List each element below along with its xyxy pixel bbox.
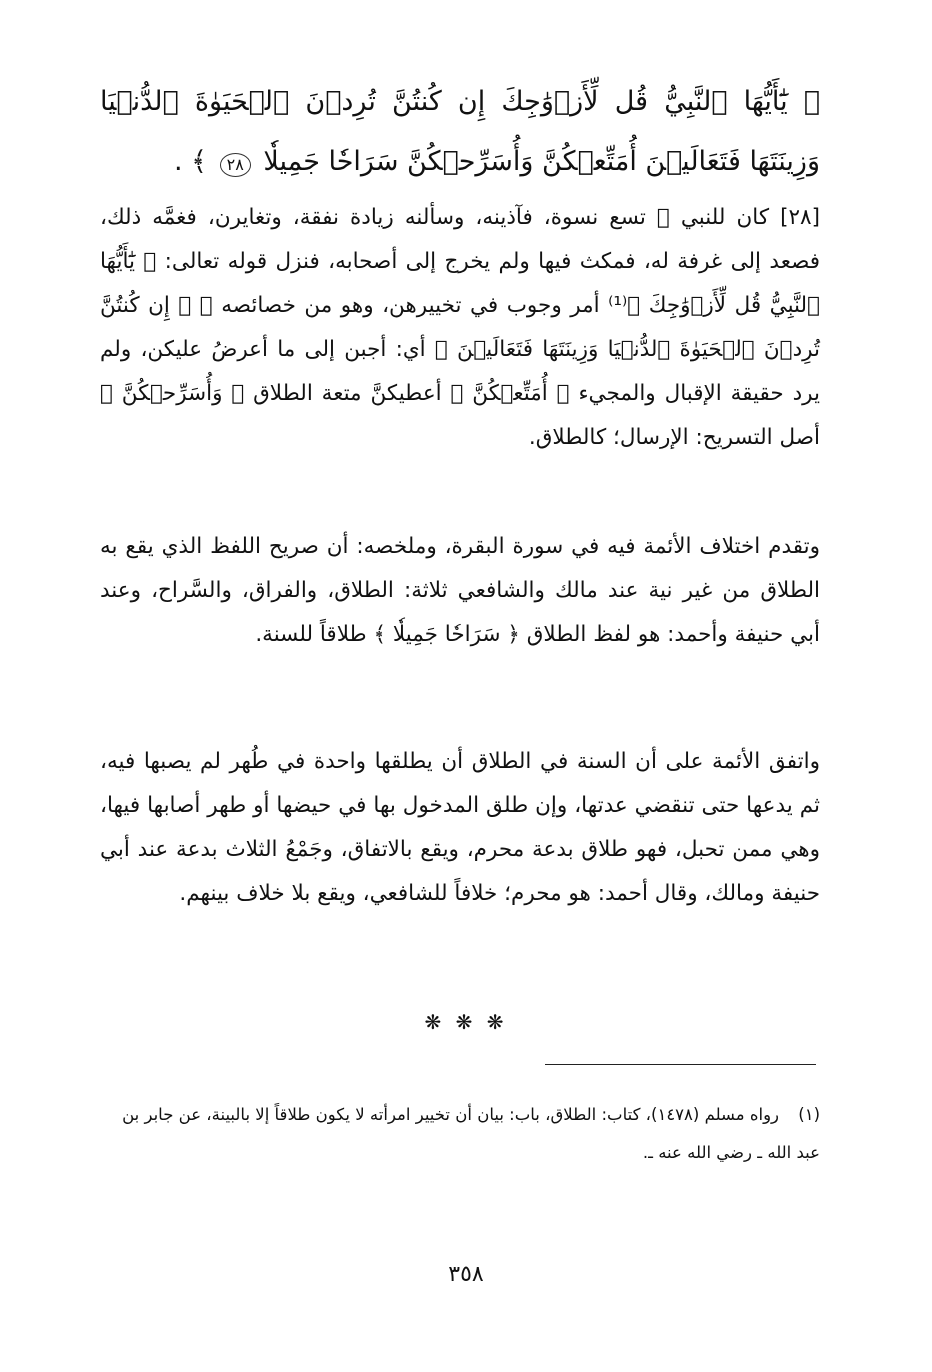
quran-verse [100, 72, 820, 192]
verse-number-badge: ٢٨ [220, 153, 251, 177]
paragraph-imams-difference: وتقدم اختلاف الأئمة فيه في سورة البقرة، وملخصه: أن صريح اللفظ الذي يقع به الطلاق من غير نية عند مالك والشافعي ثلاثة: الطلاق، والفراق، والسَّراح، وعند أبي حنيفة وأحمد: هو لفظ الطلاق ﴿ سَرَاحٗا جَمِيلٗا ﴾ طلاقاً للسنة. [100, 534, 820, 647]
paragraph-imams-agreement: واتفق الأئمة على أن السنة في الطلاق أن يطلقها واحدة في طُهر لم يصبها فيه، ثم يدعها حتى تنقضي عدتها، وإن طلق المدخول بها في حيضها أو طهر أصابها فيها، وهي ممن تحبل، فهو طلاق بدعة محرم، ويقع بالاتفاق، وجَمْعُ الثلاث بدعة عند أبي حنيفة ومالك، وقال أحمد: هو محرم؛ خلافاً للشافعي، ويقع بلا خلاف بينهم. [100, 749, 820, 906]
verse-close: ﴾ . [174, 146, 207, 177]
paragraph-commentary: [٢٨] كان للنبي ﷺ تسع نسوة، فآذينه، وسألنه زيادة نفقة، وتغايرن، فغمَّه ذلك، فصعد إلى غرفة له، فمكث فيها ولم يخرج إلى أصحابه، فنزل قوله تعالى: ﴿ يَٰٓأَيُّهَا ٱلنَّبِيُّ قُل لِّأَزۡوَٰجِكَ ﴾⁽¹⁾ أمر وجوب في تخييرهن، وهو من خصائصه ﷺ ﴿ إِن كُنتُنَّ تُرِدۡنَ ٱلۡحَيَوٰةَ ٱلدُّنۡيَا وَزِينَتَهَا فَتَعَالَيۡنَ ﴾ أي: أجبن إلى ما أعرضُ عليكن، ولم يرد حقيقة الإقبال والمجيء ﴿ أُمَتِّعۡكُنَّ ﴾ أعطيكنَّ متعة الطلاق ﴿ وَأُسَرِّحۡكُنَّ ﴾ أصل التسريح: الإرسال؛ كالطلاق. [100, 205, 820, 450]
footnote-divider [545, 1064, 816, 1065]
footnote [100, 1096, 820, 1172]
section-separator: ❋ ❋ ❋ [424, 1010, 508, 1034]
page-number: ٣٥٨ [448, 1262, 484, 1287]
footnote-text: رواه مسلم (١٤٧٨)، كتاب: الطلاق، باب: بيان أن تخيير امرأته لا يكون طلاقاً إلا بالبينة، عن جابر بن عبد الله ـ رضي الله عنه ـ. [122, 1105, 820, 1162]
verse-text: ﴿ يَٰٓأَيُّهَا ٱلنَّبِيُّ قُل لِّأَزۡوَٰجِكَ إِن كُنتُنَّ تُرِدۡنَ ٱلۡحَيَوٰةَ ٱلدُّنۡيَا وَزِينَتَهَا فَتَعَالَيۡنَ أُمَتِّعۡكُنَّ وَأُسَرِّحۡكُنَّ سَرَاحٗا جَمِيلٗا [100, 86, 820, 177]
footnote-number: (١) [798, 1105, 820, 1124]
